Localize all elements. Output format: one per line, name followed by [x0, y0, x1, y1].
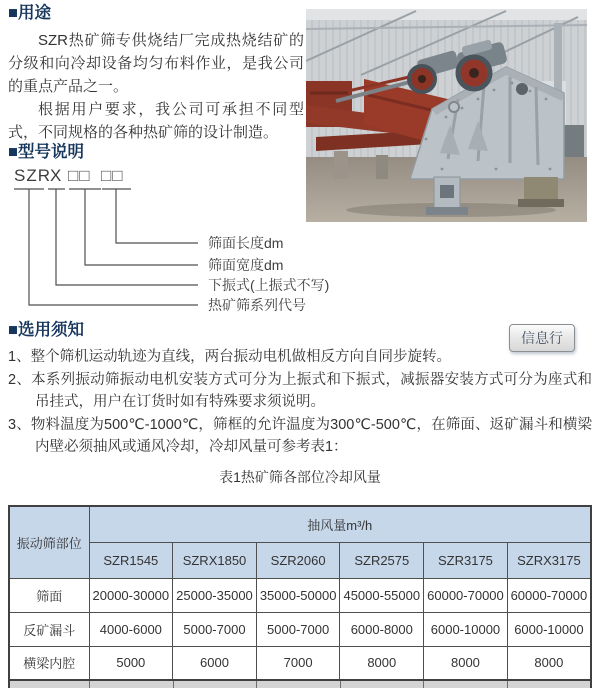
- table-row: [9, 578, 591, 612]
- model-label-vibration-type: 下振式(上振式不写): [208, 277, 330, 293]
- note-item-3: 3、物料温度为500℃-1000℃，筛框的允许温度为300℃-500℃，在筛面、返矿漏斗和横梁内壁必须抽风或通风冷却，冷却风量可参考表1：: [8, 416, 592, 455]
- model-code-vibration-type: X: [50, 166, 63, 185]
- table-cell: 20000-30000: [89, 578, 173, 612]
- table-cell: 60000-70000: [507, 578, 591, 612]
- table-cell: 8000: [424, 646, 508, 680]
- section-cooling-table: [8, 468, 592, 688]
- note-item-1: 1、整个筛机运动轨迹为直线，两台振动电机做相反方向自同步旋转。: [8, 349, 452, 365]
- model-code-width-boxes: □□: [68, 166, 91, 185]
- table-cell: 5000-7000: [173, 612, 257, 646]
- column-header: SZR3175: [424, 542, 508, 578]
- table-cell: 6000-10000: [424, 612, 508, 646]
- note-item-2: 2、本系列振动筛振动电机安装方式可分为上振式和下振式，减振器安装方式可分为座式和吊挂式，用户在订货时如有特殊要求须说明。: [8, 371, 592, 410]
- row-label: 反矿漏斗: [9, 612, 89, 646]
- table-row: [9, 612, 591, 646]
- column-header: SZR1545: [89, 542, 173, 578]
- table-cell: 6000-10000: [507, 612, 591, 646]
- table-cell: 45000-55000: [340, 578, 424, 612]
- model-label-screen-length: 筛面长度dm: [208, 235, 284, 251]
- model-code-series: SZR: [14, 166, 51, 185]
- model-heading: ■型号说明: [8, 143, 84, 161]
- section-notes: [8, 320, 592, 459]
- table-group-header: 抽风量m³/h: [89, 506, 591, 542]
- table-cell: 35000-50000: [256, 578, 340, 612]
- partial-next-table-row: [8, 681, 592, 688]
- column-header: SZRX1850: [173, 542, 257, 578]
- row-label: 横梁内腔: [9, 646, 89, 680]
- model-label-screen-width: 筛面宽度dm: [208, 257, 284, 273]
- table-corner-header: 振动筛部位: [9, 506, 89, 578]
- table-row: [9, 646, 591, 680]
- column-header: SZR2575: [340, 542, 424, 578]
- model-code-length-boxes: □□: [101, 166, 124, 185]
- table-cell: 6000-8000: [340, 612, 424, 646]
- table-cell: 60000-70000: [424, 578, 508, 612]
- table-cell: 25000-35000: [173, 578, 257, 612]
- table-cell: 6000: [173, 646, 257, 680]
- notes-heading: ■选用须知: [8, 321, 84, 339]
- column-header: SZR2060: [256, 542, 340, 578]
- table-cell: 8000: [507, 646, 591, 680]
- usage-paragraph: 根据用户要求，我公司可承担不同型式，不同规格的各种热矿筛的设计制造。: [8, 101, 304, 141]
- model-code-diagram: [8, 165, 448, 323]
- row-label: 筛面: [9, 578, 89, 612]
- usage-paragraph: SZR热矿筛专供烧结厂完成热烧结矿的分级和向冷却设备均匀布料作业，是我公司的重点产品之一。: [8, 32, 304, 95]
- usage-heading: ■用途: [8, 4, 51, 22]
- info-row-button[interactable]: 信息行: [509, 324, 575, 352]
- column-header: SZRX3175: [507, 542, 591, 578]
- table-cell: 4000-6000: [89, 612, 173, 646]
- table-cell: 5000: [89, 646, 173, 680]
- table-title: 表1热矿筛各部位冷却风量: [219, 469, 381, 485]
- model-label-series-code: 热矿筛系列代号: [208, 297, 306, 313]
- table-cell: 8000: [340, 646, 424, 680]
- section-usage: [8, 3, 304, 144]
- section-model: [8, 142, 448, 323]
- cooling-air-table: [8, 505, 592, 681]
- table-cell: 7000: [256, 646, 340, 680]
- table-cell: 5000-7000: [256, 612, 340, 646]
